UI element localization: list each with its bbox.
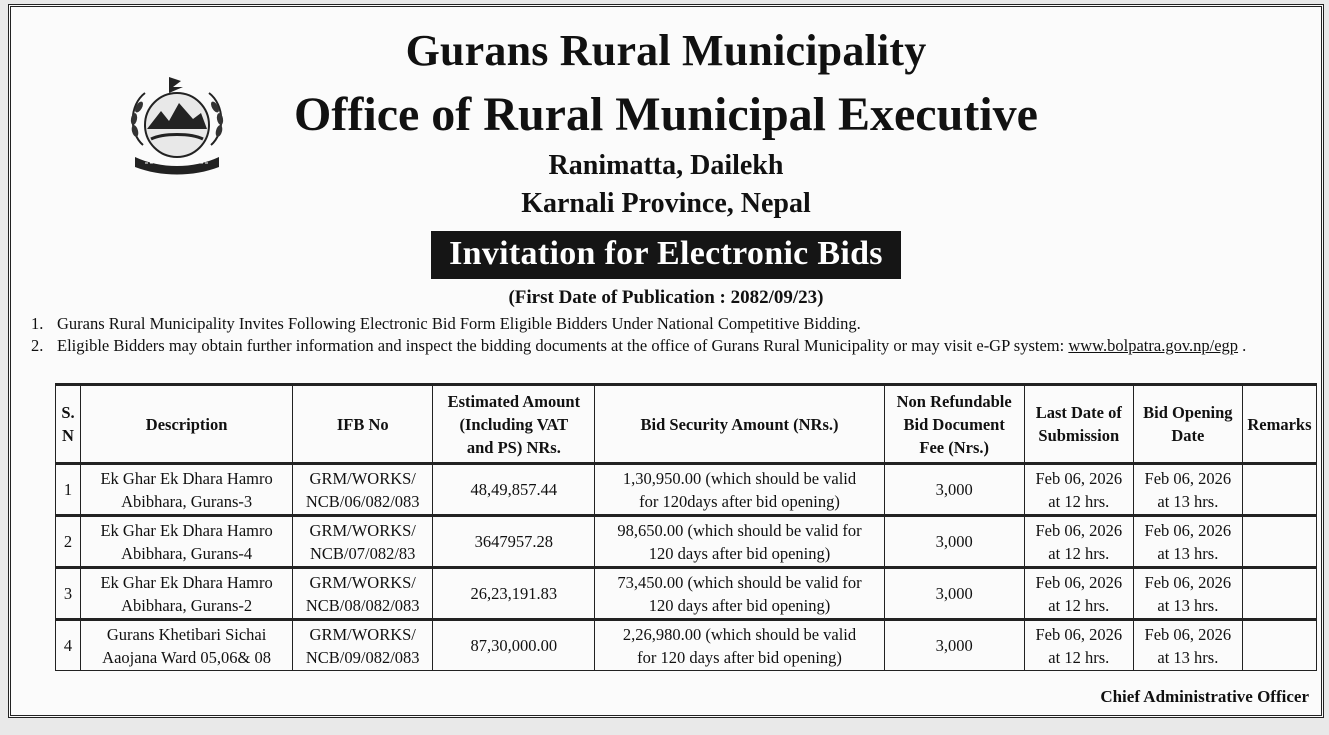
location-line: Ranimatta, Dailekh (548, 150, 784, 181)
cell-description: Ek Ghar Ek Dhara Hamro Abibhara, Gurans-2 (81, 568, 293, 620)
cell-estimate: 3647957.28 (433, 516, 595, 568)
cell-opening: Feb 06, 2026 at 13 hrs. (1133, 620, 1242, 671)
cell-last-date: Feb 06, 2026 at 12 hrs. (1024, 620, 1133, 671)
cell-description: Ek Ghar Ek Dhara Hamro Abibhara, Gurans-4 (81, 516, 293, 568)
municipality-title: Gurans Rural Municipality (405, 26, 927, 75)
cell-opening: Feb 06, 2026 at 13 hrs. (1133, 516, 1242, 568)
header-sn: S. N (56, 385, 81, 464)
note-text: Gurans Rural Municipality Invites Following Electronic Bid Form Eligible Bidders Under National Competitive Bidding. (57, 314, 861, 333)
cell-security: 98,650.00 (which should be valid for 120 days after bid opening) (595, 516, 884, 568)
cell-estimate: 48,49,857.44 (433, 464, 595, 516)
cell-ifb: GRM/WORKS/ NCB/09/082/083 (293, 620, 433, 671)
note-text: Eligible Bidders may obtain further information and inspect the bidding documents at the office of Gurans Rural Municipality or may visit e-GP system: (57, 336, 1069, 355)
header-ifb: IFB No (293, 385, 433, 464)
note-suffix: . (1238, 336, 1247, 355)
notes-list (31, 313, 1299, 357)
cell-ifb: GRM/WORKS/ NCB/06/082/083 (293, 464, 433, 516)
cell-security: 1,30,950.00 (which should be valid for 120days after bid opening) (595, 464, 884, 516)
cell-opening: Feb 06, 2026 at 13 hrs. (1133, 464, 1242, 516)
invitation-banner: Invitation for Electronic Bids (431, 231, 901, 279)
header-description: Description (81, 385, 293, 464)
office-title: Office of Rural Municipal Executive (294, 88, 1038, 141)
cell-sn: 4 (56, 620, 81, 671)
cell-description: Gurans Khetibari Sichai Aaojana Ward 05,06& 08 (81, 620, 293, 671)
cell-fee: 3,000 (884, 568, 1024, 620)
cell-last-date: Feb 06, 2026 at 12 hrs. (1024, 464, 1133, 516)
cell-fee: 3,000 (884, 464, 1024, 516)
cell-ifb: GRM/WORKS/ NCB/08/082/083 (293, 568, 433, 620)
header-opening: Bid Opening Date (1133, 385, 1242, 464)
cell-security: 73,450.00 (which should be valid for 120 days after bid opening) (595, 568, 884, 620)
cell-description: Ek Ghar Ek Dhara Hamro Abibhara, Gurans-3 (81, 464, 293, 516)
cell-fee: 3,000 (884, 516, 1024, 568)
note-item (31, 313, 1299, 335)
cell-remarks (1242, 516, 1316, 568)
bids-table (55, 383, 1317, 671)
header-last-date: Last Date of Submission (1024, 385, 1133, 464)
province-line: Karnali Province, Nepal (521, 188, 811, 219)
cell-estimate: 87,30,000.00 (433, 620, 595, 671)
cell-last-date: Feb 06, 2026 at 12 hrs. (1024, 516, 1133, 568)
header-remarks: Remarks (1242, 385, 1316, 464)
note-number: 2. (31, 336, 44, 355)
cell-ifb: GRM/WORKS/ NCB/07/082/83 (293, 516, 433, 568)
header-security: Bid Security Amount (NRs.) (595, 385, 884, 464)
table-header-row (56, 385, 1317, 464)
signature-line: Chief Administrative Officer (1100, 687, 1309, 706)
cell-fee: 3,000 (884, 620, 1024, 671)
note-number: 1. (31, 314, 44, 333)
cell-remarks (1242, 568, 1316, 620)
cell-remarks (1242, 620, 1316, 671)
cell-remarks (1242, 464, 1316, 516)
egp-link[interactable]: www.bolpatra.gov.np/egp (1068, 336, 1239, 355)
cell-opening: Feb 06, 2026 at 13 hrs. (1133, 568, 1242, 620)
cell-last-date: Feb 06, 2026 at 12 hrs. (1024, 568, 1133, 620)
publication-date: (First Date of Publication : 2082/09/23) (508, 287, 824, 308)
note-item (31, 335, 1299, 357)
notice-page (8, 4, 1324, 718)
cell-sn: 3 (56, 568, 81, 620)
table-row (56, 620, 1317, 671)
header-estimate: Estimated Amount (Including VAT and PS) NRs. (433, 385, 595, 464)
table-row (56, 516, 1317, 568)
cell-sn: 2 (56, 516, 81, 568)
table-row (56, 464, 1317, 516)
cell-estimate: 26,23,191.83 (433, 568, 595, 620)
cell-sn: 1 (56, 464, 81, 516)
table-row (56, 568, 1317, 620)
header-fee: Non Refundable Bid Document Fee (Nrs.) (884, 385, 1024, 464)
cell-security: 2,26,980.00 (which should be valid for 120 days after bid opening) (595, 620, 884, 671)
